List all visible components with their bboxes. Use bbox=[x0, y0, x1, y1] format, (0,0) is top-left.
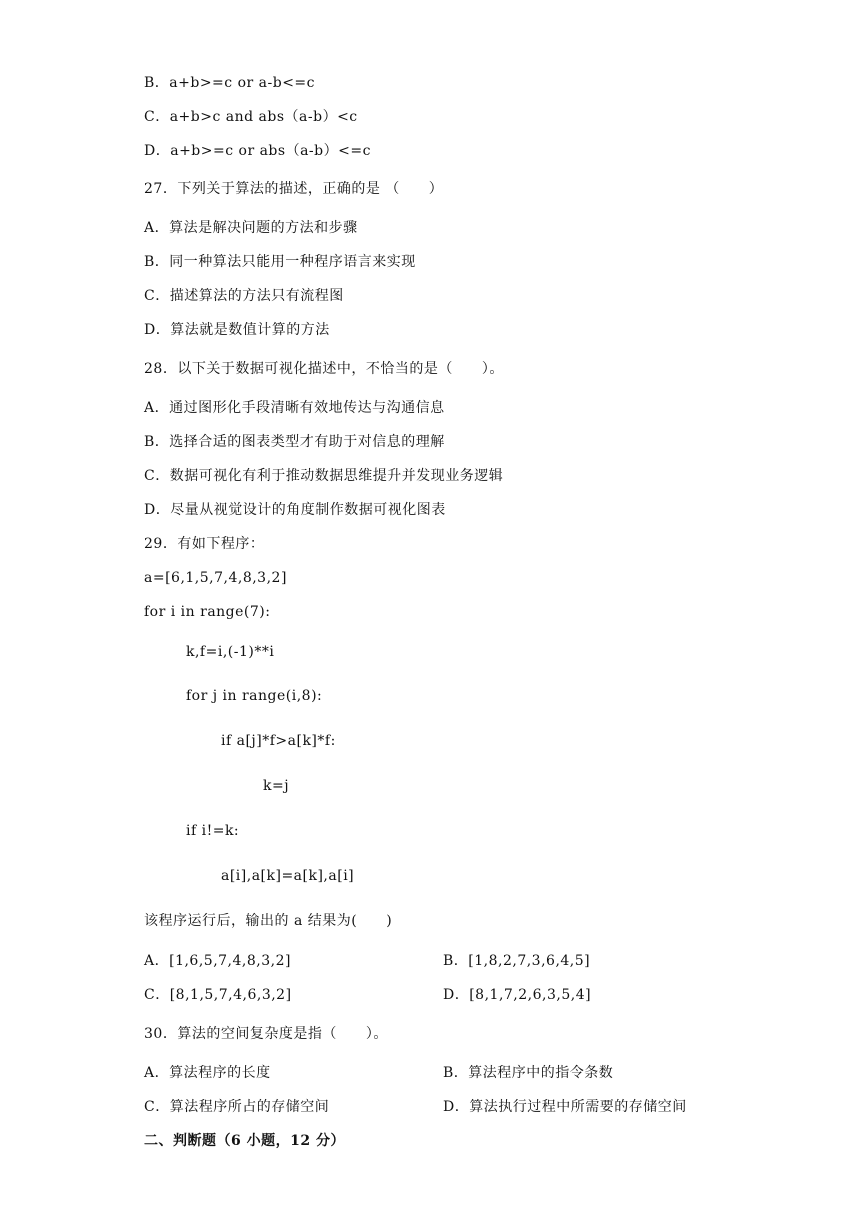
q30-option-a: A．算法程序的长度 bbox=[144, 1065, 271, 1081]
q30-option-b: B．算法程序中的指令条数 bbox=[443, 1065, 614, 1081]
q28-stem: 28．以下关于数据可视化描述中，不恰当的是（ ）。 bbox=[144, 361, 504, 377]
q26-option-c: C．a+b>c and abs（a-b）<c bbox=[144, 109, 358, 125]
code-line: for i in range(7): bbox=[144, 604, 271, 620]
q27-option-c: C．描述算法的方法只有流程图 bbox=[144, 288, 344, 304]
q29-option-a: A．[1,6,5,7,4,8,3,2] bbox=[144, 953, 291, 969]
q26-option-d: D．a+b>=c or abs（a-b）<=c bbox=[144, 143, 371, 159]
q27-option-b: B．同一种算法只能用一种程序语言来实现 bbox=[144, 254, 416, 270]
q29-option-c: C．[8,1,5,7,4,6,3,2] bbox=[144, 987, 292, 1003]
code-line: k,f=i,(-1)**i bbox=[186, 644, 275, 660]
code-line: if i!=k: bbox=[186, 823, 240, 839]
code-line: if a[j]*f>a[k]*f: bbox=[221, 733, 336, 749]
q30-stem: 30．算法的空间复杂度是指（ ）。 bbox=[144, 1026, 388, 1042]
q27-option-a: A．算法是解决问题的方法和步骤 bbox=[144, 220, 358, 236]
q29-stem: 29．有如下程序： bbox=[144, 536, 265, 552]
q28-option-c: C．数据可视化有利于推动数据思维提升并发现业务逻辑 bbox=[144, 468, 504, 484]
q28-option-b: B．选择合适的图表类型才有助于对信息的理解 bbox=[144, 434, 445, 450]
code-line: for j in range(i,8): bbox=[186, 688, 323, 704]
q27-stem: 27．下列关于算法的描述，正确的是 （ ） bbox=[144, 181, 444, 197]
q27-option-d: D．算法就是数值计算的方法 bbox=[144, 322, 330, 338]
q26-option-b: B．a+b>=c or a-b<=c bbox=[144, 75, 315, 91]
code-line: a=[6,1,5,7,4,8,3,2] bbox=[144, 570, 287, 586]
q28-option-a: A．通过图形化手段清晰有效地传达与沟通信息 bbox=[144, 400, 445, 416]
code-line: a[i],a[k]=a[k],a[i] bbox=[221, 868, 355, 884]
q30-option-c: C．算法程序所占的存储空间 bbox=[144, 1099, 330, 1115]
q29-option-b: B．[1,8,2,7,3,6,4,5] bbox=[443, 953, 591, 969]
section-heading: 二、判断题（6 小题，12 分） bbox=[144, 1133, 345, 1149]
code-line: k=j bbox=[263, 778, 290, 794]
q29-question: 该程序运行后，输出的 a 结果为( ) bbox=[144, 913, 393, 929]
q29-option-d: D．[8,1,7,2,6,3,5,4] bbox=[443, 987, 592, 1003]
q28-option-d: D．尽量从视觉设计的角度制作数据可视化图表 bbox=[144, 502, 446, 518]
q30-option-d: D．算法执行过程中所需要的存储空间 bbox=[443, 1099, 687, 1115]
